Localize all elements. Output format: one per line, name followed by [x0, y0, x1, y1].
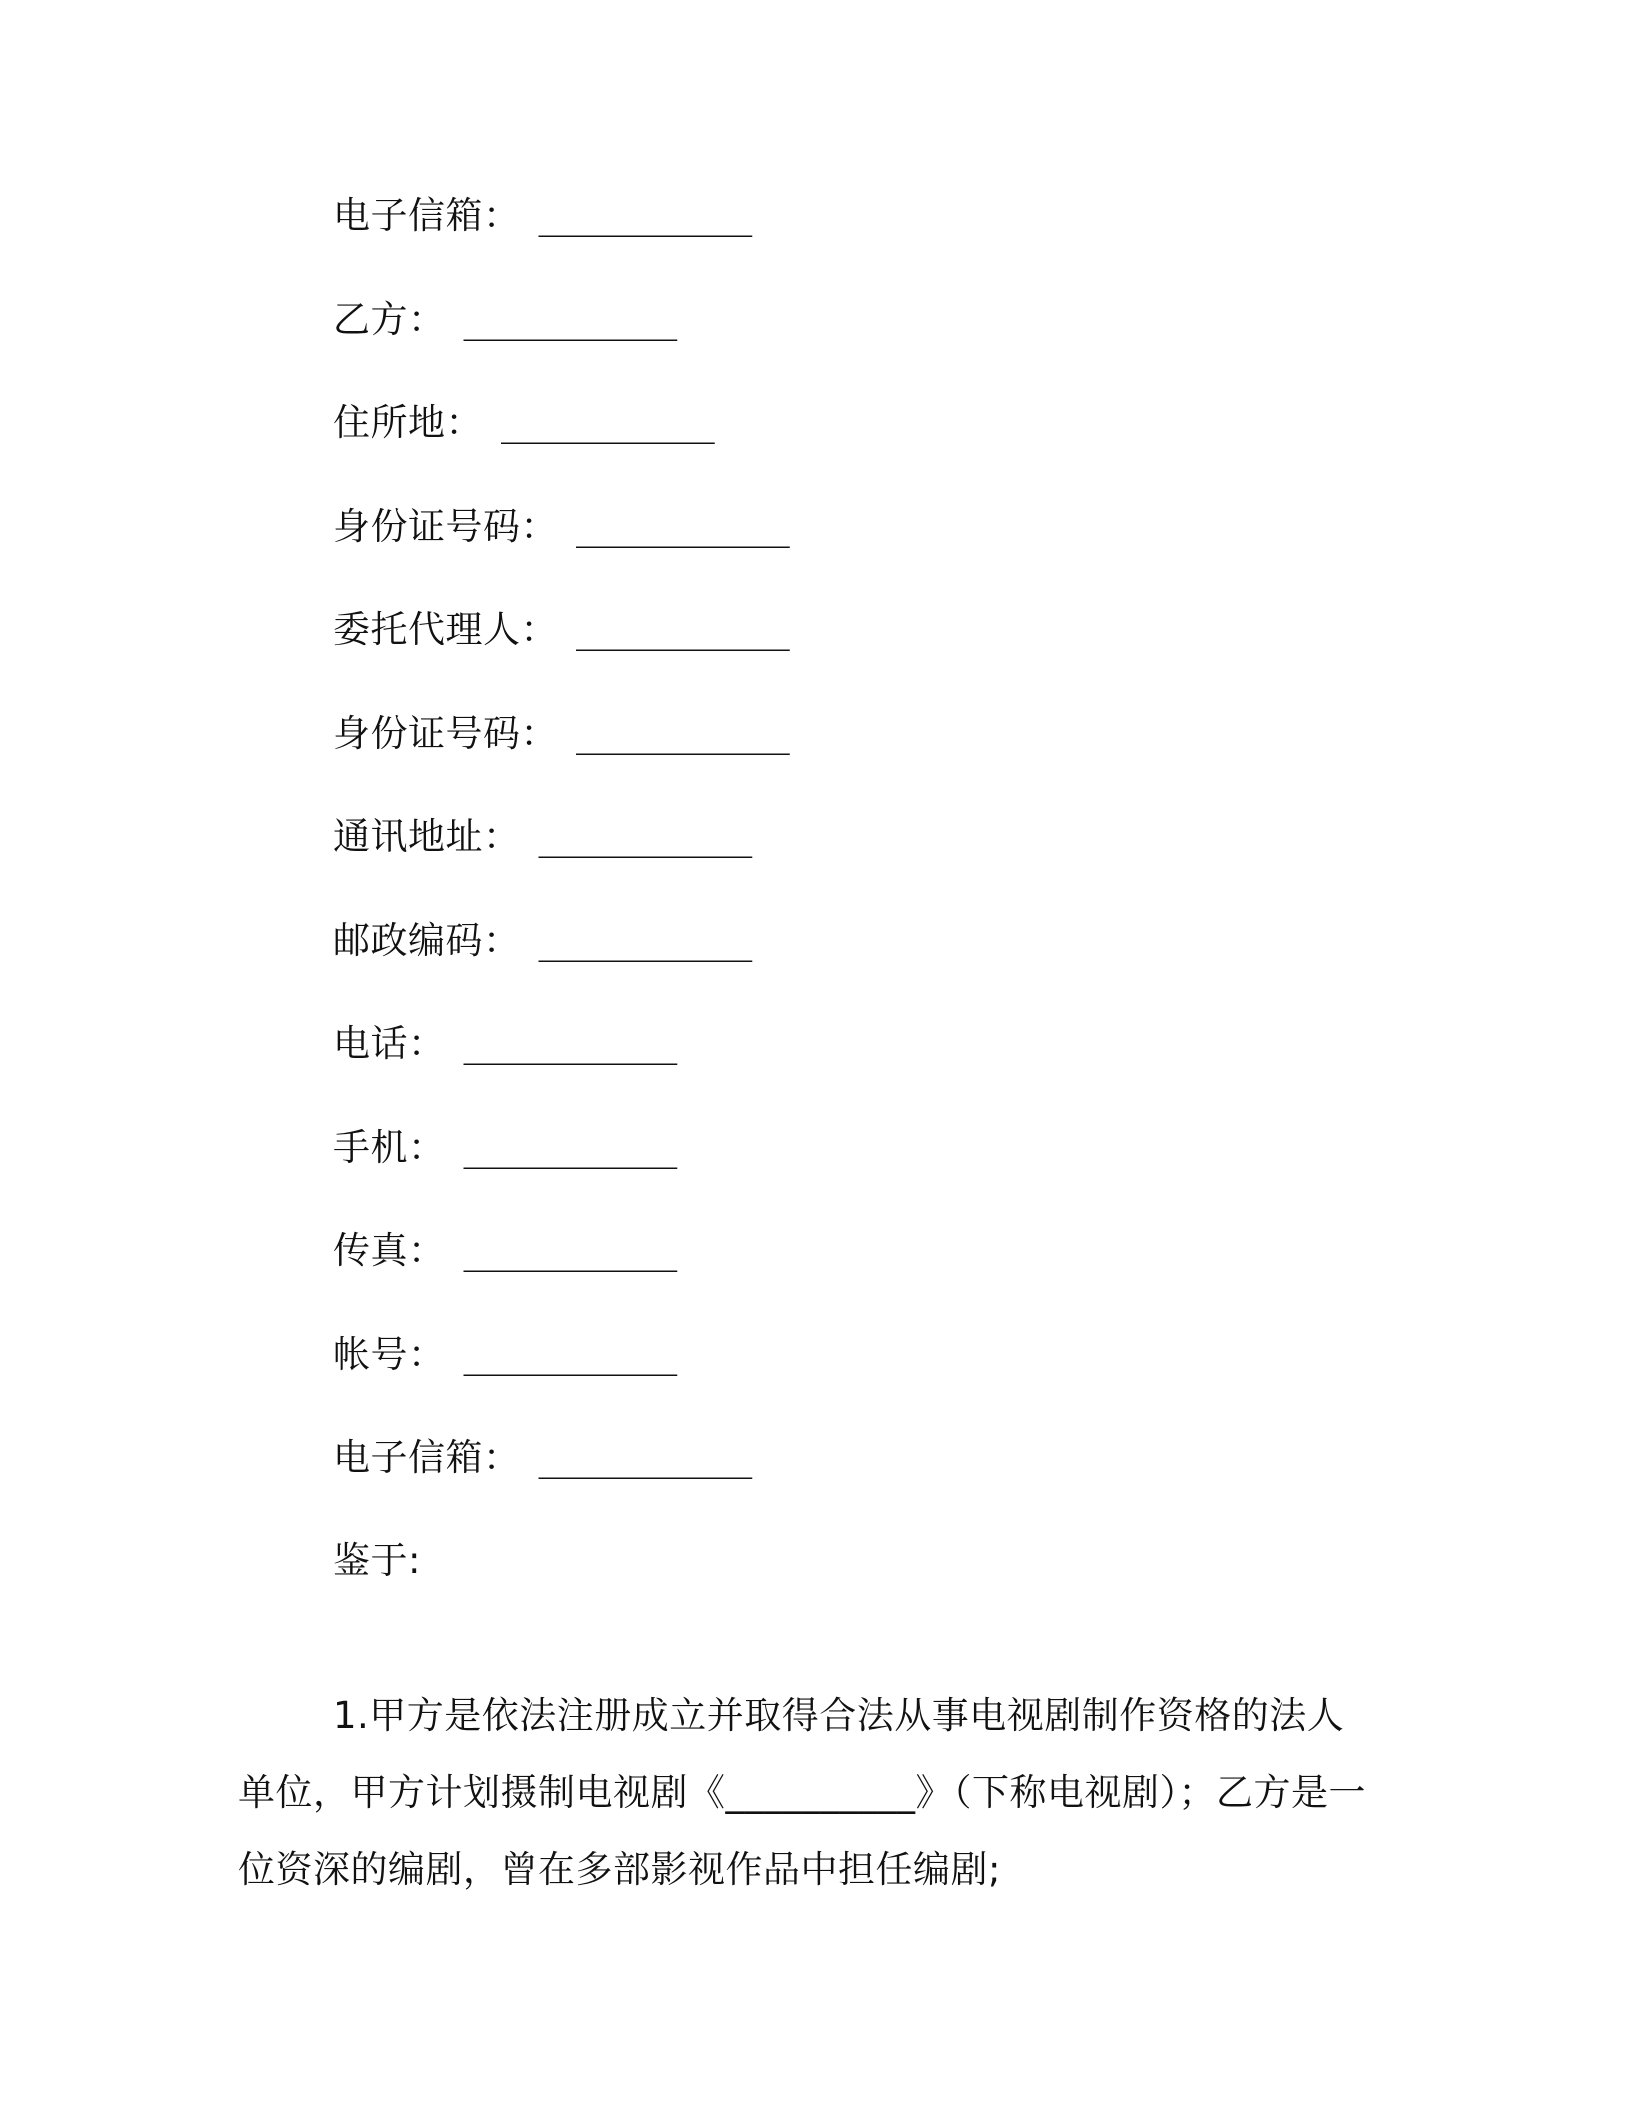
field-fax — [333, 1225, 789, 1329]
field-residence — [333, 397, 789, 501]
recital-heading: 鉴于: — [333, 1539, 421, 1582]
field-label: 身份证号码： — [333, 504, 558, 548]
party-info-list — [333, 190, 789, 1536]
fill-blank: __________ — [538, 815, 752, 858]
fill-blank: __________ — [463, 297, 677, 341]
recital-paragraph-1: 1.甲方是依法注册成立并取得合法从事电视剧制作资格的法人单位，甲方计划摄制电视剧《__________》（下称电视剧）；乙方是一位资深的编剧，曾在多部影视作品中担任编剧; — [238, 1694, 1366, 1891]
field-agent — [333, 604, 789, 708]
fill-blank: __________ — [538, 194, 752, 237]
fill-blank: __________ — [501, 401, 714, 444]
fill-blank: __________ — [463, 1022, 677, 1065]
field-label: 乙方： — [333, 297, 446, 341]
fill-blank: __________ — [576, 504, 789, 548]
field-party-b — [333, 294, 789, 398]
fill-blank: __________ — [538, 1436, 752, 1479]
field-mailing-address — [333, 811, 789, 915]
field-label: 电子信箱： — [333, 194, 521, 237]
field-label: 身份证号码： — [333, 711, 558, 755]
field-phone — [333, 1018, 789, 1122]
fill-blank: __________ — [576, 608, 789, 651]
field-label: 电子信箱： — [333, 1436, 521, 1479]
field-label: 帐号： — [333, 1332, 446, 1376]
fill-blank: __________ — [576, 711, 789, 755]
field-label: 住所地： — [333, 401, 483, 444]
field-label: 邮政编码： — [333, 918, 521, 962]
field-email-1 — [333, 190, 789, 294]
field-label: 电话： — [333, 1022, 446, 1065]
fill-blank: __________ — [463, 1332, 677, 1376]
fill-blank: __________ — [463, 1125, 677, 1169]
field-account — [333, 1329, 789, 1433]
field-email-2 — [333, 1432, 789, 1536]
field-label: 委托代理人： — [333, 608, 558, 651]
field-label: 传真： — [333, 1229, 446, 1272]
field-id-number-2 — [333, 708, 789, 812]
field-id-number-1 — [333, 501, 789, 605]
field-mobile — [333, 1122, 789, 1226]
field-postal-code — [333, 915, 789, 1019]
fill-blank: __________ — [538, 918, 752, 962]
field-label: 手机： — [333, 1125, 446, 1169]
fill-blank: __________ — [463, 1229, 677, 1272]
field-label: 通讯地址： — [333, 815, 521, 858]
